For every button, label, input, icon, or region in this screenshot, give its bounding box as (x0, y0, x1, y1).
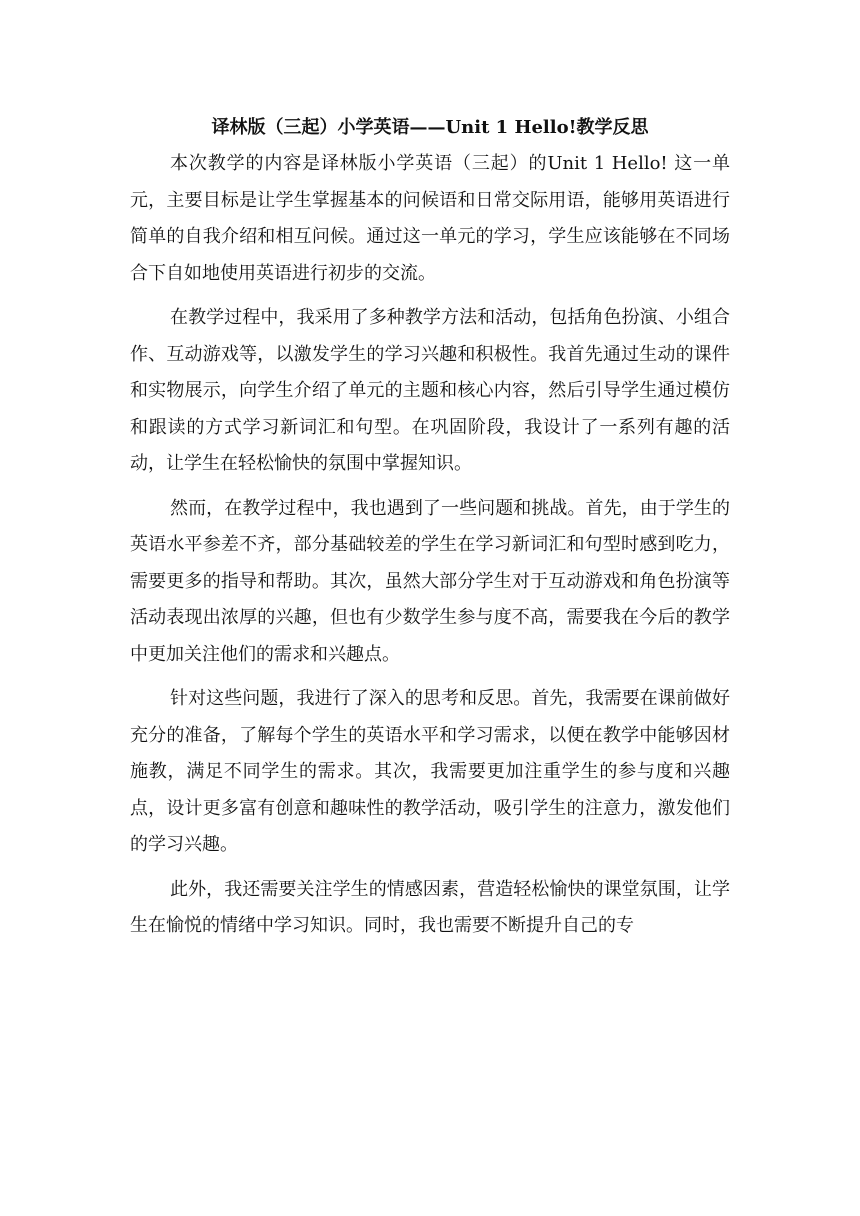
paragraph-intro: 本次教学的内容是译林版小学英语（三起）的Unit 1 Hello! 这一单元，主要目标是让学生掌握基本的问候语和日常交际用语，能够用英语进行简单的自我介绍和相互问候。通过这一单元的学习，学生应该能够在不同场合下自如地使用英语进行初步的交流。 (130, 153, 730, 284)
paragraph-reflection: 针对这些问题，我进行了深入的思考和反思。首先，我需要在课前做好充分的准备，了解每个学生的英语水平和学习需求，以便在教学中能够因材施教，满足不同学生的需求。其次，我需要更加注重学生的参与度和兴趣点，设计更多富有创意和趣味性的教学活动，吸引学生的注意力，激发他们的学习兴趣。 (130, 688, 730, 855)
document-title: 译林版（三起）小学英语——Unit 1 Hello!教学反思 (211, 117, 649, 138)
paragraph-teaching-process: 在教学过程中，我采用了多种教学方法和活动，包括角色扮演、小组合作、互动游戏等，以激发学生的学习兴趣和积极性。我首先通过生动的课件和实物展示，向学生介绍了单元的主题和核心内容，然后引导学生通过模仿和跟读的方式学习新词汇和句型。在巩固阶段，我设计了一系列有趣的活动，让学生在轻松愉快的氛围中掌握知识。 (130, 307, 730, 474)
document-body (130, 112, 730, 945)
paragraph-problems: 然而，在教学过程中，我也遇到了一些问题和挑战。首先，由于学生的英语水平参差不齐，部分基础较差的学生在学习新词汇和句型时感到吃力，需要更多的指导和帮助。其次，虽然大部分学生对于互动游戏和角色扮演等活动表现出浓厚的兴趣，但也有少数学生参与度不高，需要我在今后的教学中更加关注他们的需求和兴趣点。 (130, 497, 730, 665)
paragraph-additional: 此外，我还需要关注学生的情感因素，营造轻松愉快的课堂氛围，让学生在愉悦的情绪中学习知识。同时，我也需要不断提升自己的专 (130, 878, 730, 936)
